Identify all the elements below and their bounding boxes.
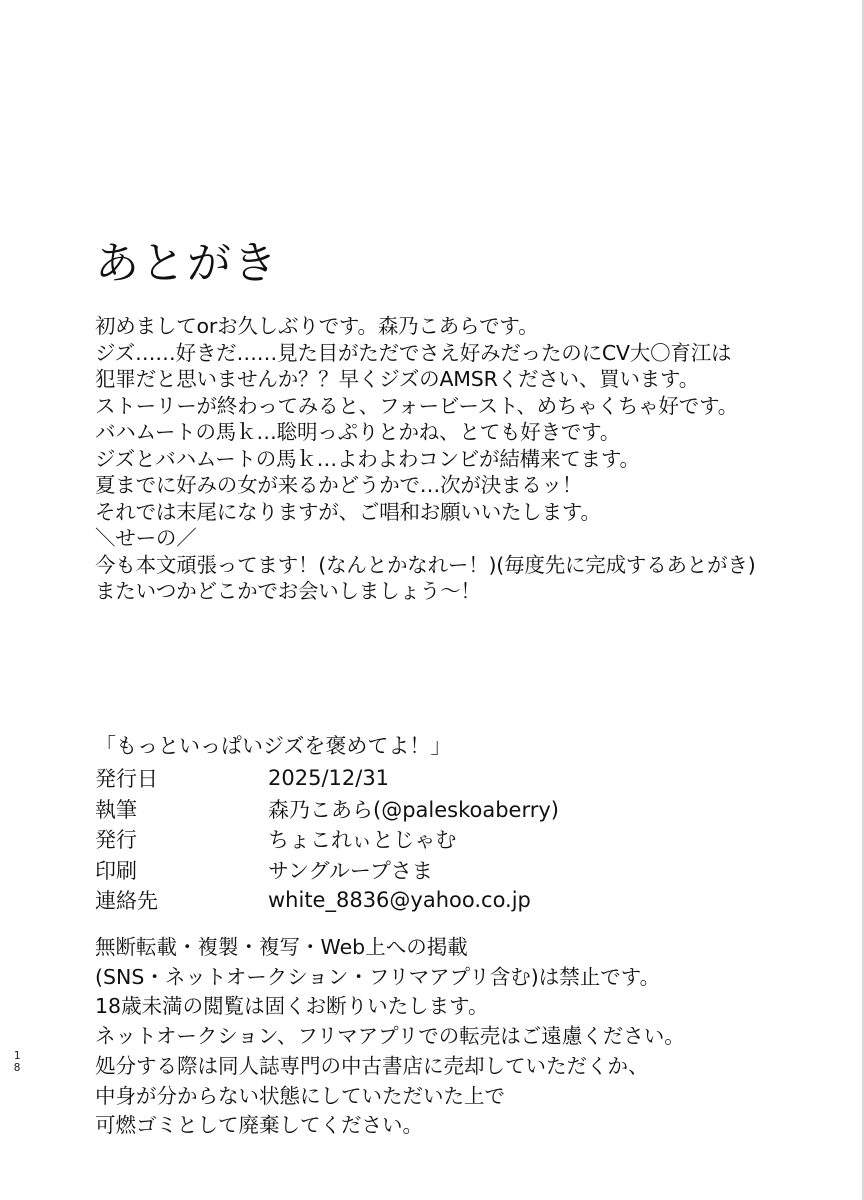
afterword-line: ジズ……好きだ……見た目がただでさえ好みだったのにCV大〇育江は bbox=[95, 340, 732, 365]
afterword-line: 初めましてorお久しぶりです。森乃こあらです。 bbox=[95, 314, 539, 338]
colophon-value: ちょこれぃとじゃむ bbox=[268, 828, 457, 853]
colophon-value: サングループさま bbox=[268, 858, 433, 883]
afterword-line: 今も本文頑張ってます！(なんとかなれー！)(毎度先に完成するあとがき) bbox=[95, 552, 756, 577]
notice-line: 可燃ゴミとして廃棄してください。 bbox=[95, 1113, 423, 1138]
colophon-label: 発行日 bbox=[95, 767, 158, 792]
colophon-row-printer bbox=[95, 855, 795, 886]
afterword-line: ジズとバハムートの馬ｋ…よわよわコンビが結構来てます。 bbox=[95, 446, 640, 471]
colophon bbox=[95, 731, 795, 916]
afterword-body bbox=[95, 313, 855, 605]
notice-line: 処分する際は同人誌専門の中古書店に売却していただくか、 bbox=[95, 1053, 649, 1078]
book-title: 「もっといっぱいジズを褒めてよ！」 bbox=[95, 734, 452, 758]
afterword-line: ＼せーの／ bbox=[95, 526, 197, 550]
afterword-line: それでは末尾になりますが、ご唱和お願いいたします。 bbox=[95, 499, 601, 524]
afterword-line: またいつかどこかでお会いしましょう～！ bbox=[95, 579, 481, 603]
notice-line: 無断転載・複製・複写・Web上への掲載 bbox=[95, 935, 468, 959]
page-number bbox=[12, 1050, 22, 1074]
notice-line: (SNS・ネットオークション・フリマアプリ含む)は禁止です。 bbox=[95, 964, 661, 989]
afterword-line: 夏までに好みの女が来るかどうかで…次が決まるッ！ bbox=[95, 473, 583, 497]
notice-line: 18歳未満の閲覧は固くお断りいたします。 bbox=[95, 994, 489, 1019]
colophon-row-contact bbox=[95, 885, 795, 916]
colophon-label: 連絡先 bbox=[95, 889, 158, 914]
colophon-label: 印刷 bbox=[95, 858, 137, 883]
colophon-value: 2025/12/31 bbox=[268, 766, 390, 791]
page-number-digit: 1 bbox=[13, 1049, 21, 1062]
colophon-label: 発行 bbox=[95, 828, 137, 853]
notice-line: ネットオークション、フリマアプリでの転売はご遠慮ください。 bbox=[95, 1024, 685, 1049]
afterword-line: 犯罪だと思いませんか？？早くジズのAMSRください、買います。 bbox=[95, 367, 700, 391]
colophon-row-author bbox=[95, 794, 795, 825]
page-number-digit: 8 bbox=[13, 1061, 21, 1074]
colophon-value: white_8836@yahoo.co.jp bbox=[268, 888, 531, 913]
notice-line: 中身が分からない状態にしていただいた上で bbox=[95, 1083, 505, 1108]
colophon-value: 森乃こあら(@paleskoaberry) bbox=[268, 797, 559, 822]
colophon-row-publisher bbox=[95, 824, 795, 855]
afterword-line: ストーリーが終わってみると、フォービースト、めちゃくちゃ好です。 bbox=[95, 393, 739, 418]
copyright-notice bbox=[95, 933, 855, 1141]
afterword-heading: あとがき bbox=[95, 238, 279, 289]
colophon-label: 執筆 bbox=[95, 797, 137, 822]
colophon-row-publish-date bbox=[95, 763, 795, 794]
afterword-line: バハムートの馬ｋ…聡明っぷりとかね、とても好きです。 bbox=[95, 420, 621, 444]
